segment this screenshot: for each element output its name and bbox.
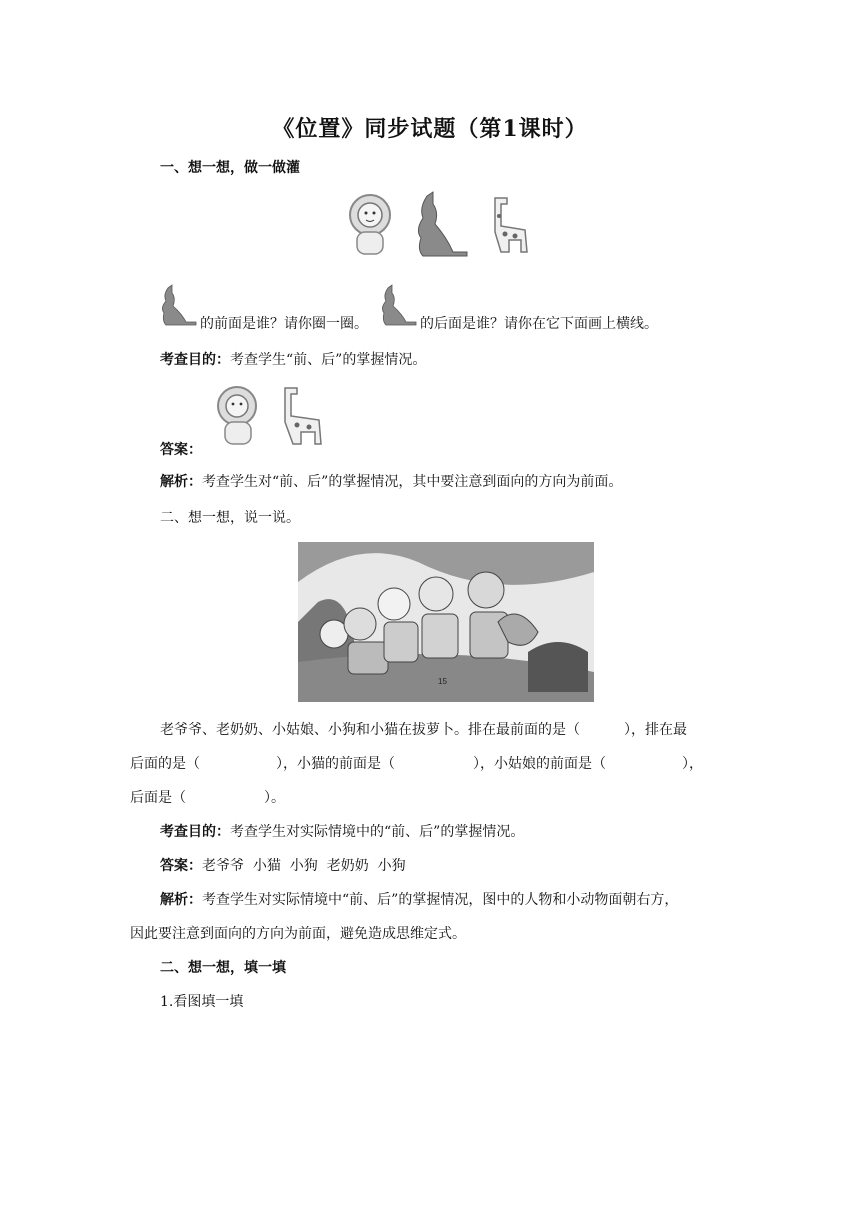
question-text-1: 的前面是谁？请你圈一圈。 [200,316,368,332]
purpose-label: 考查目的： [160,824,230,840]
p-line2c: ），小姑娘的前面是（ [473,756,606,772]
giraffe-icon [495,198,527,252]
animals-row-image [335,190,535,260]
p-line3a: 后面是（ [130,790,186,806]
section-3-heading: 二、想一想，填一填 [160,960,286,976]
analysis-text: 考查学生对实际情境中“前、后”的掌握情况，图中的人物和小动物面朝右方， [202,892,679,908]
answer-label: 答案： [160,442,202,458]
purpose-text: 考查学生“前、后”的掌握情况。 [230,352,427,368]
pulling-radish-scene-image [298,542,594,702]
paragraph-line-2 [130,754,703,774]
paragraph-line-1 [160,720,687,740]
purpose-text: 考查学生对实际情境中的“前、后”的掌握情况。 [230,824,525,840]
kangaroo-icon [380,284,420,326]
analysis-2-line-2: 因此要注意到面向的方向为前面，避免造成思维定式。 [130,926,466,942]
kangaroo-icon [418,192,467,256]
item-1: 1.看图填一填 [160,994,244,1010]
p-line1a: 老爷爷、老奶奶、小姑娘、小狗和小猫在拔萝卜。排在最前面的是（ [160,722,580,738]
p-line3b: ）。 [264,790,285,806]
p-line2d: ）， [682,756,703,772]
answer-image [207,382,332,448]
kangaroo-icon [160,284,200,326]
section-1-heading: 一、想一想，做一做灌 [160,160,300,176]
giraffe-icon [285,388,321,444]
scene-page-number: 15 [438,677,447,686]
analysis-2-line-1 [160,890,678,910]
purpose-label: 考查目的： [160,352,230,368]
lion-icon [350,195,390,254]
p-line1b: ），排在最 [624,722,687,738]
purpose-1 [160,350,426,370]
analysis-text: 考查学生对“前、后”的掌握情况，其中要注意到面向的方向为前面。 [202,474,623,490]
section-2-heading: 二、想一想，说一说。 [160,510,300,526]
analysis-label: 解析： [160,474,202,490]
p-line2a: 后面的是（ [130,756,200,772]
p-line2b: ），小猫的前面是（ [276,756,395,772]
analysis-label: 解析： [160,892,202,908]
page-title: 《位置》同步试题（第1课时） [272,116,588,142]
analysis-1 [160,472,622,492]
paragraph-line-3 [130,788,285,808]
answer-label: 答案： [160,858,202,874]
purpose-2 [160,822,524,842]
answer-text: 老爷爷 小猫 小狗 老奶奶 小狗 [202,858,406,874]
question-text-2: 的后面是谁？请你在它下面画上横线。 [420,316,658,332]
lion-icon [218,387,256,444]
answer-2 [160,856,406,876]
